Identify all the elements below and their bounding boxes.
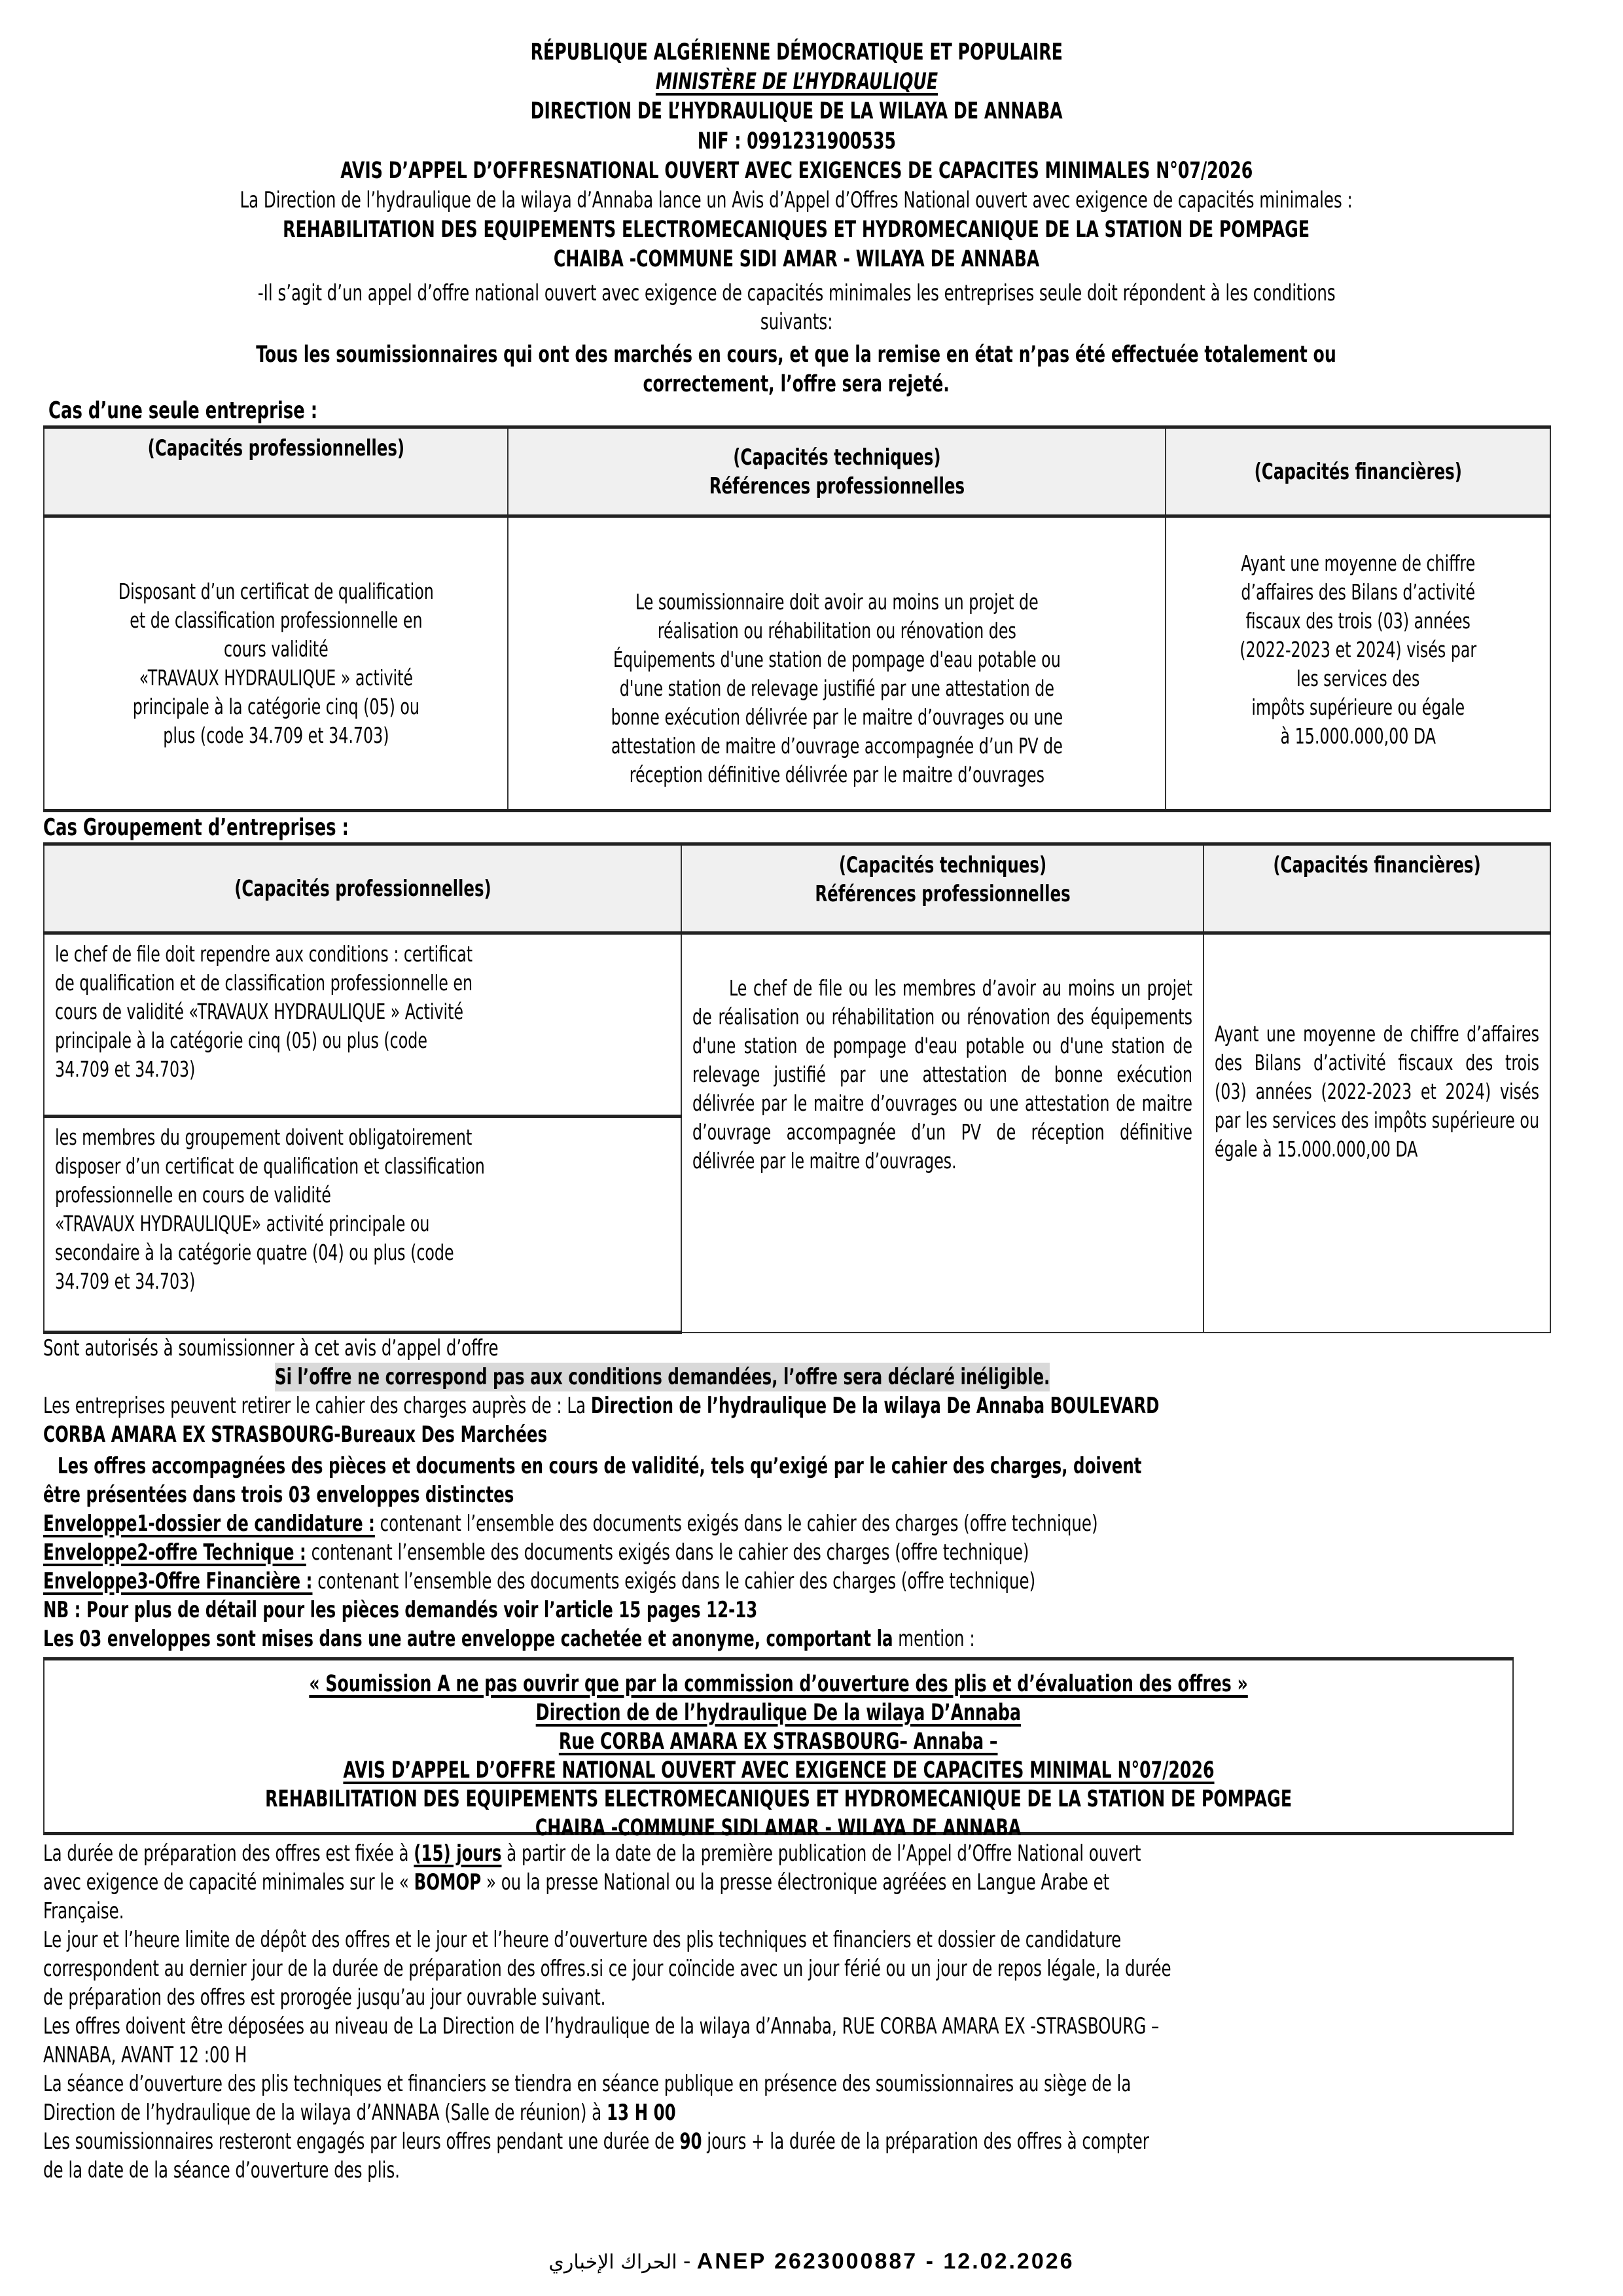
deadline-line1: Le jour et l’heure limite de dépôt des offres et le jour et l’heure d’ouverture des plis techniques et financiers et dossier de candidature <box>43 1927 1122 1953</box>
mention-line-2: Direction de de l’hydraulique De la wilaya D’Annaba <box>535 1700 1022 1726</box>
publisher-name-arabic: الحراك الإخباري <box>548 2251 677 2274</box>
mention-line-1: « Soumission A ne pas ouvrir que par la commission d’ouverture des plis et d’évaluation des offres » <box>309 1671 1248 1697</box>
publication-footer <box>43 2249 1580 2274</box>
closing-details <box>43 1839 1550 2185</box>
professional-capacity-cell: Disposant d’un certificat de qualification et de classification professionnelle en cours validité «TRAVAUX HYDRAULIQUE » activité principale à la catégorie cinq (05) ou plus (code 34.709 et 34.703) <box>44 516 508 811</box>
conditions-text-line2: suivants: <box>760 309 833 335</box>
footer-separator: - <box>677 2249 697 2274</box>
direction-title: DIRECTION DE L’HYDRAULIQUE DE LA WILAYA DE ANNABA <box>530 98 1063 124</box>
lead-company-capacity-cell: le chef de file doit rependre aux conditions : certificat de qualification et de classification professionnelle en cours de validité «TRAVAUX HYDRAULIQUE » Activité principale à la catégorie cinq (05) ou plus (code 34.709 et 34.703) <box>44 933 681 1117</box>
republic-title: RÉPUBLIQUE ALGÉRIENNE DÉMOCRATIQUE ET POPULAIRE <box>530 39 1063 65</box>
project-title-line2: CHAIBA -COMMUNE SIDI AMAR - WILAYA DE ANNABA <box>553 246 1040 272</box>
opening-line1: La séance d’ouverture des plis techniques et financiers se tiendra en séance publique en présence des soumissionnaires au siège de la <box>43 2071 1132 2097</box>
header-professional-capacity: (Capacités professionnelles) <box>44 844 681 933</box>
conditions-text-line1: -Il s’agit d’un appel d’offre national ouvert avec exigence de capacités minimales les entreprises seule doit répondent à les conditions <box>257 280 1336 306</box>
technical-capacity-cell: Le soumissionnaire doit avoir au moins un projet de réalisation ou réhabilitation ou rénovation des Équipements d'une station de pompage d'eau potable ou d'une station de relevage justifié par une attestation de bonne exécution délivrée par le maitre d’ouvrages ou une attestation de maitre d’ouvrage accompagnée d’un PV de réception définitive délivrée par le maitre d’ouvrages <box>508 516 1166 811</box>
group-financial-capacity-cell: Ayant une moyenne de chiffre d’affaires des Bilans d’activité fiscaux des trois (03) années (2022-2023 et 2024) visés par les services des impôts supérieure ou égale à 15.000.000,00 DA <box>1204 933 1550 1333</box>
warning-text-line2: correctement, l’offre sera rejeté. <box>643 371 950 397</box>
header-professional-capacity: (Capacités professionnelles) <box>44 427 508 516</box>
preparation-duration-line2: avec exigence de capacité minimales sur le « BOMOP » ou la presse National ou la presse électronique agréées en Langue Arabe et <box>43 1869 1110 1895</box>
deposit-line1: Les offres doivent être déposées au niveau de La Direction de l’hydraulique de la wilaya d’Annaba, RUE CORBA AMARA EX -STRASBOURG – <box>43 2013 1160 2039</box>
retrieve-specs-line1: Les entreprises peuvent retirer le cahier des charges auprès de : La Direction de l’hydraulique De la wilaya De Annaba BOULEVARD <box>43 1393 1160 1419</box>
header-financial-capacity: (Capacités financières) <box>1166 427 1550 516</box>
preparation-duration-line3: Française. <box>43 1898 124 1924</box>
validity-line1: Les soumissionnaires resteront engagés par leurs offres pendant une durée de 90 jours + la durée de la préparation des offres à compter <box>43 2128 1149 2155</box>
single-company-label: Cas d’une seule entreprise : <box>48 397 318 424</box>
nif-number: NIF : 0991231900535 <box>697 128 896 154</box>
anep-reference: ANEP 2623000887 - 12.02.2026 <box>696 2249 1075 2274</box>
envelope-1: Enveloppe1-dossier de candidature : contenant l’ensemble des documents exigés dans le cahier des charges (offre technique) <box>43 1511 1098 1537</box>
retrieve-specs-line2: CORBA AMARA EX STRASBOURG-Bureaux Des Marchées <box>43 1422 548 1448</box>
group-company-requirements-table <box>43 842 1551 1334</box>
mention-line-4: AVIS D’APPEL D’OFFRE NATIONAL OUVERT AVEC EXIGENCE DE CAPACITES MINIMAL N°07/2026 <box>342 1757 1215 1784</box>
mention-line-6: CHAIBA -COMMUNE SIDI AMAR - WILAYA DE ANNABA <box>535 1815 1022 1841</box>
members-capacity-cell: les membres du groupement doivent obligatoirement disposer d’un certificat de qualification et classification professionnelle en cours de validité «TRAVAUX HYDRAULIQUE» activité principale ou secondaire à la catégorie quatre (04) ou plus (code 34.709 et 34.703) <box>44 1117 681 1333</box>
ineligible-warning: Si l’offre ne correspond pas aux conditions demandées, l’offre sera déclaré inéligible. <box>275 1364 1050 1390</box>
deposit-line2: ANNABA, AVANT 12 :00 H <box>43 2042 247 2068</box>
envelope-2: Enveloppe2-offre Technique : contenant l’ensemble des documents exigés dans le cahier des charges (offre technique) <box>43 1539 1029 1566</box>
header-technical-capacity: (Capacités techniques) Références professionnelles <box>508 427 1166 516</box>
deadline-line2: correspondent au dernier jour de la durée de préparation des offres.si ce jour coïncide avec un jour férié ou un jour de repos légale, la durée <box>43 1956 1171 1982</box>
validity-line2: de la date de la séance d’ouverture des plis. <box>43 2157 400 2183</box>
warning-text-line1: Tous les soumissionnaires qui ont des marchés en cours, et que la remise en état n’pas été effectuée totalement ou <box>256 342 1337 368</box>
submission-details <box>43 1334 1550 1653</box>
offers-text-line1: Les offres accompagnées des pièces et documents en cours de validité, tels qu’exigé par le cahier des charges, doivent <box>58 1453 1142 1479</box>
mention-line-5: REHABILITATION DES EQUIPEMENTS ELECTROMECANIQUES ET HYDROMECANIQUE DE LA STATION DE POMPAGE <box>265 1786 1292 1812</box>
group-company-label: Cas Groupement d’entreprises : <box>43 814 349 841</box>
offers-text-line2: être présentées dans trois 03 enveloppes distinctes <box>43 1482 514 1508</box>
deadline-line3: de préparation des offres est prorogée jusqu’au jour ouvrable suivant. <box>43 1984 606 2011</box>
project-title-line1: REHABILITATION DES EQUIPEMENTS ELECTROMECANIQUES ET HYDROMECANIQUE DE LA STATION DE POMPAGE <box>283 217 1310 243</box>
intro-text: La Direction de l’hydraulique de la wilaya d’Annaba lance un Avis d’Appel d’Offres National ouvert avec exigence de capacités minimales : <box>240 187 1353 213</box>
group-technical-capacity-cell: Le chef de file ou les membres d’avoir au moins un projet de réalisation ou réhabilitation ou rénovation des équipements d'une station de pompage d'eau potable ou d'une station de relevage justifié par une attestation de bonne exécution délivrée par le maitre d’ouvrages ou une attestation de maitre d’ouvrage accompagnée d’un PV de réception définitive délivrée par le maitre d’ouvrages. <box>681 933 1204 1333</box>
notice-title: AVIS D’APPEL D’OFFRESNATIONAL OUVERT AVEC EXIGENCES DE CAPACITES MINIMALES N°07/2026 <box>340 158 1253 184</box>
preparation-duration-line1: La durée de préparation des offres est fixée à (15) jours à partir de la date de la première publication de l’Appel d’Offre National ouvert <box>43 1840 1141 1867</box>
opening-line2: Direction de l’hydraulique de la wilaya d’ANNABA (Salle de réunion) à 13 H 00 <box>43 2100 676 2126</box>
mention-line-3: Rue CORBA AMARA EX STRASBOURG– Annaba – <box>559 1729 998 1755</box>
single-company-requirements-table <box>43 425 1551 812</box>
header-technical-capacity: (Capacités techniques) Références professionnelles <box>681 844 1204 933</box>
authorized-text: Sont autorisés à soumissionner à cet avis d’appel d’offre <box>43 1335 499 1361</box>
nb-note: NB : Pour plus de détail pour les pièces demandés voir l’article 15 pages 12-13 <box>43 1597 758 1623</box>
ministry-title: MINISTÈRE DE L’HYDRAULIQUE <box>655 69 938 95</box>
header-financial-capacity: (Capacités financières) <box>1204 844 1550 933</box>
envelope-3: Enveloppe3-Offre Financière : contenant l’ensemble des documents exigés dans le cahier des charges (offre technique) <box>43 1568 1036 1594</box>
outer-envelope-text: Les 03 enveloppes sont mises dans une autre enveloppe cachetée et anonyme, comportant la mention : <box>43 1626 975 1652</box>
financial-capacity-cell: Ayant une moyenne de chiffre d’affaires des Bilans d’activité fiscaux des trois (03) années (2022-2023 et 2024) visés par les services des impôts supérieure ou égale à 15.000.000,00 DA <box>1166 516 1550 811</box>
envelope-mention-box <box>43 1657 1514 1841</box>
